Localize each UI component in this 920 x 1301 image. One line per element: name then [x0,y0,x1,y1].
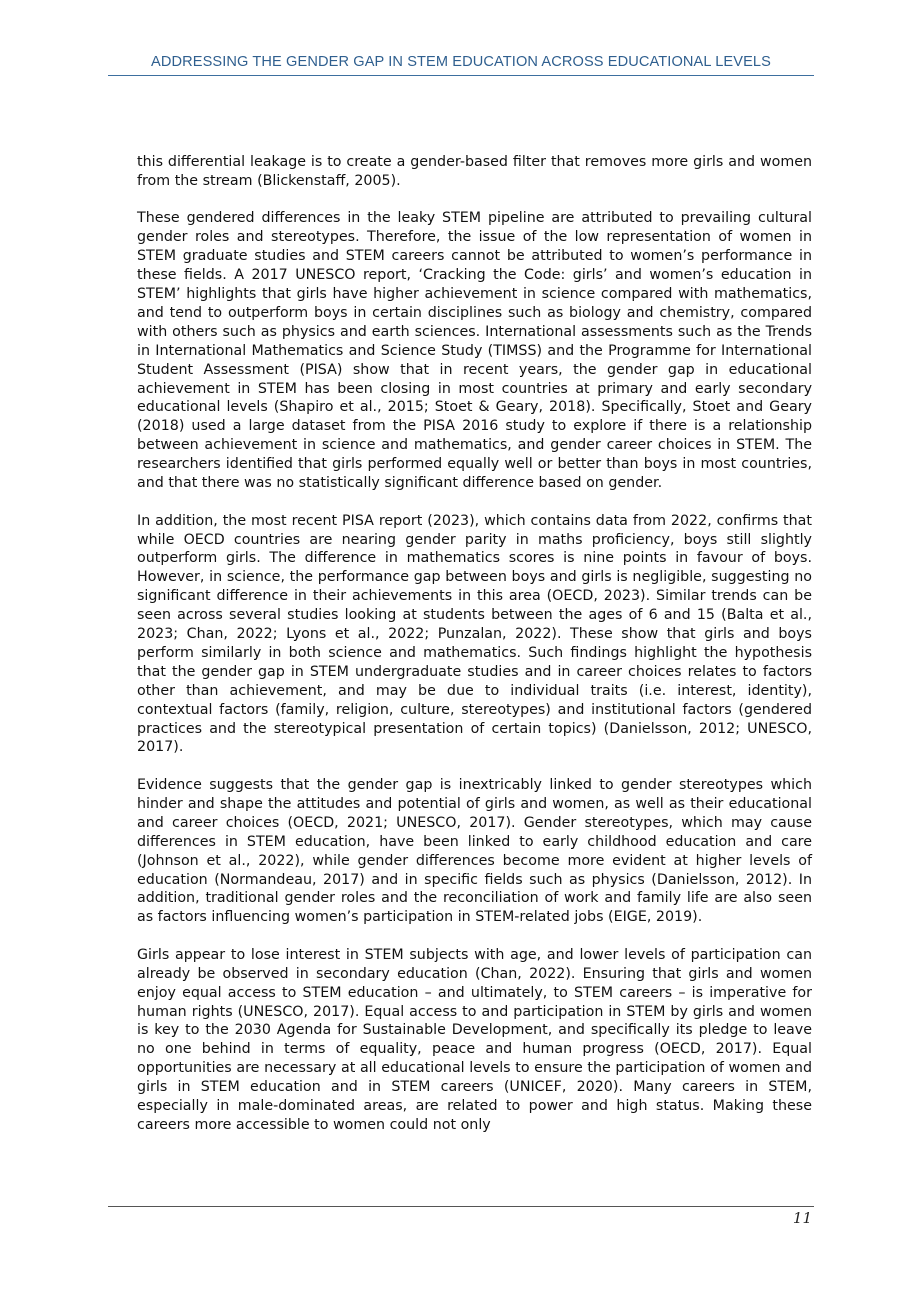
paragraph-4: Evidence suggests that the gender gap is inextricably linked to gender stereotypes which hinder and shape the attitudes and potential of girls and women, as well as their educational and career choices (OECD, 2021; UNESCO, 2017). Gender stereotypes, which may cause differences in STEM education, have been linked to early childhood education and care (Johnson et al., 2022), while gender differences become more evident at higher levels of education (Normandeau, 2017) and in specific fields such as physics (Danielsson, 2012). In addition, traditional gender roles and the reconciliation of work and family life are also seen as factors influencing women’s participation in STEM-related jobs (EIGE, 2019). [137,776,812,926]
page-number: 11 [792,1209,812,1227]
header-divider [108,75,814,76]
paragraph-5: Girls appear to lose interest in STEM subjects with age, and lower levels of participation can already be observed in secondary education (Chan, 2022). Ensuring that girls and women enjoy equal access to STEM education – and ultimately, to STEM careers – is imperative for human rights (UNESCO, 2017). Equal access to and participation in STEM by girls and women is key to the 2030 Agenda for Sustainable Development, and specifically its pledge to leave no one behind in terms of equality, peace and human progress (OECD, 2017). Equal opportunities are necessary at all educational levels to ensure the participation of women and girls in STEM education and in STEM careers (UNICEF, 2020). Many careers in STEM, especially in male-dominated areas, are related to power and high status. Making these careers more accessible to women could not only [137,946,812,1133]
running-header-title: ADDRESSING THE GENDER GAP IN STEM EDUCATION ACROSS EDUCATIONAL LEVELS [151,54,771,70]
footer-divider [108,1206,814,1207]
paragraph-3: In addition, the most recent PISA report (2023), which contains data from 2022, confirms that while OECD countries are nearing gender parity in maths proficiency, boys still slightly outperform girls. The difference in mathematics scores is nine points in favour of boys. However, in science, the performance gap between boys and girls is negligible, suggesting no significant difference in their achievements in this area (OECD, 2023). Similar trends can be seen across several studies looking at students between the ages of 6 and 15 (Balta et al., 2023; Chan, 2022; Lyons et al., 2022; Punzalan, 2022). These show that girls and boys perform similarly in both science and mathematics. Such findings highlight the hypothesis that the gender gap in STEM undergraduate studies and in career choices relates to factors other than achievement, and may be due to individual traits (i.e. interest, identity), contextual factors (family, religion, culture, stereotypes) and institutional factors (gendered practices and the stereotypical presentation of certain topics) (Danielsson, 2012; UNESCO, 2017). [137,512,812,756]
paragraph-1: this differential leakage is to create a gender-based filter that removes more girls and women from the stream (Blickenstaff, 2005). [137,154,812,189]
body-text [137,153,812,1153]
paragraph-2: These gendered differences in the leaky STEM pipeline are attributed to prevailing cultural gender roles and stereotypes. Therefore, the issue of the low representation of women in STEM graduate studies and STEM careers cannot be attributed to women’s performance in these fields. A 2017 UNESCO report, ‘Cracking the Code: girls’ and women’s education in STEM’ highlights that girls have higher achievement in science compared with mathematics, and tend to outperform boys in certain disciplines such as biology and chemistry, compared with others such as physics and earth sciences. International assessments such as the Trends in International Mathematics and Science Study (TIMSS) and the Programme for International Student Assessment (PISA) show that in recent years, the gender gap in educational achievement in STEM has been closing in most countries at primary and early secondary educational levels (Shapiro et al., 2015; Stoet & Geary, 2018). Specifically, Stoet and Geary (2018) used a large dataset from the PISA 2016 study to explore if there is a relationship between achievement in science and mathematics, and gender career choices in STEM. The researchers identified that girls performed equally well or better than boys in most countries, and that there was no statistically significant difference based on gender. [137,210,812,492]
